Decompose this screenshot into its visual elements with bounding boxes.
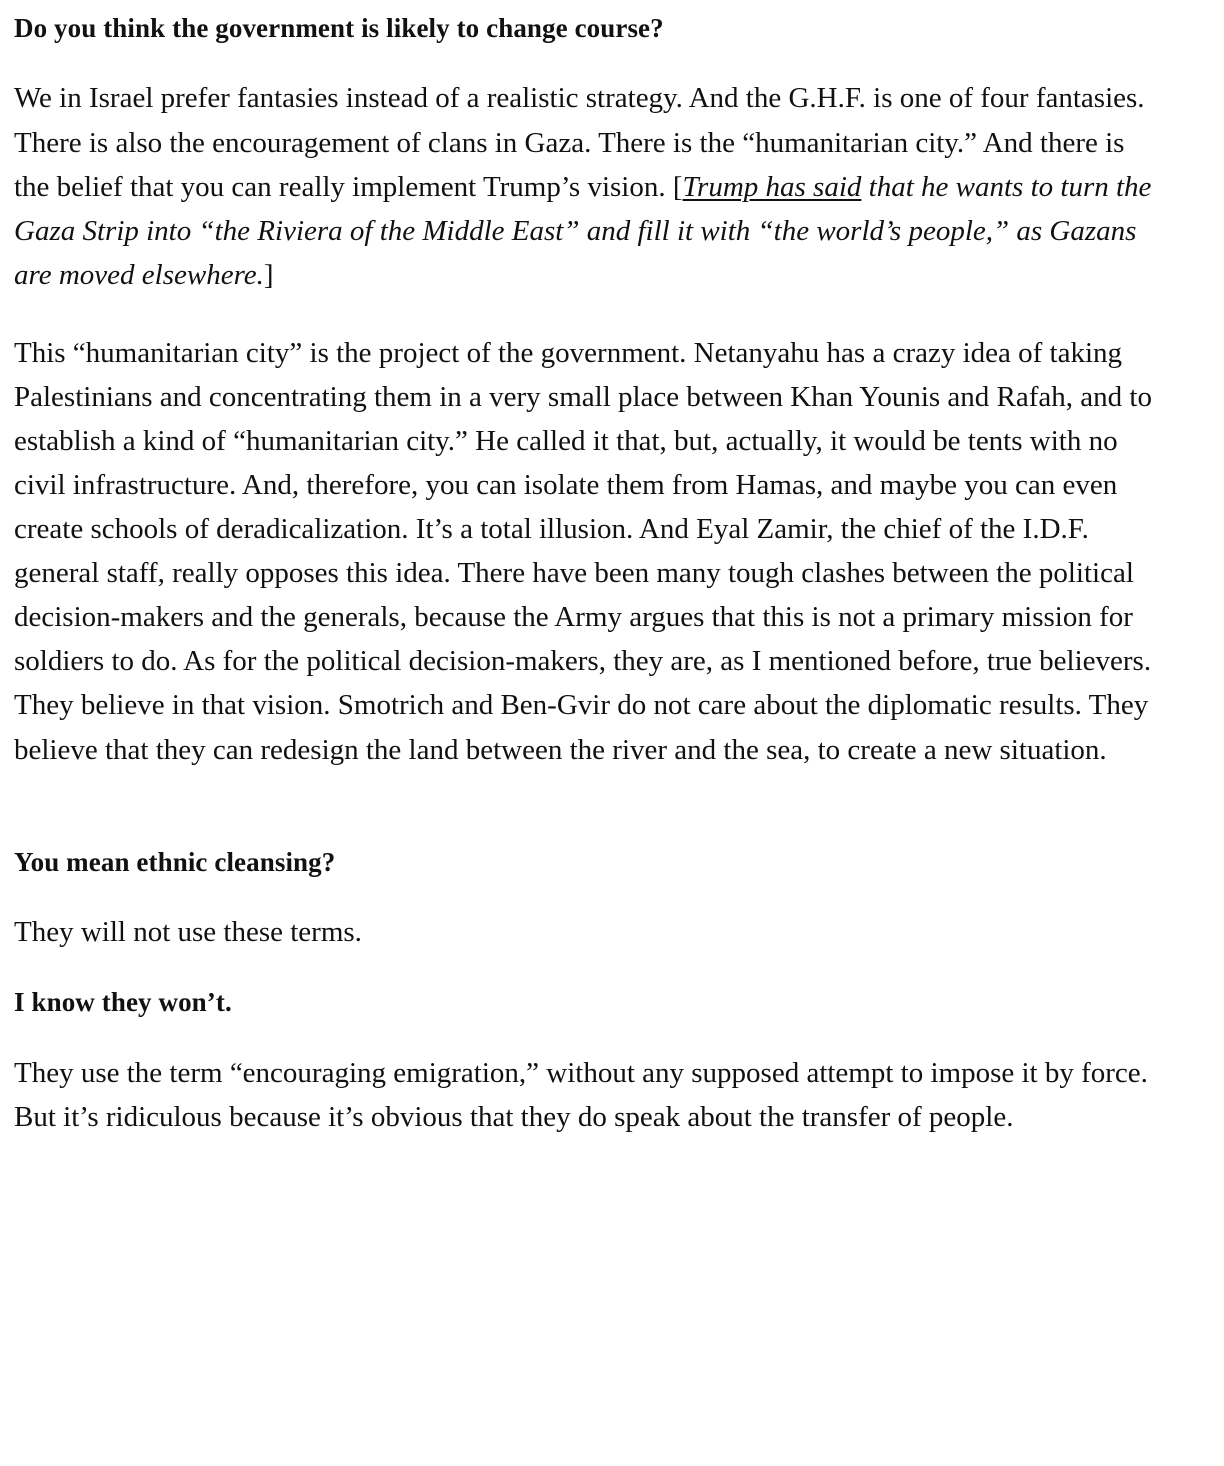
interview-answer-3: They will not use these terms. [14, 916, 362, 949]
interview-question-3: I know they won’t. [14, 987, 232, 1018]
interview-question-2: You mean ethnic cleansing? [14, 846, 336, 877]
interview-question-1: Do you think the government is likely to change course? [14, 13, 664, 43]
bracket-close: ] [263, 258, 274, 291]
editor-bracket-note: that he wants to turn the Gaza Strip into “the Riviera of the Middle East” and fill it with “the world’s people,” as Gazans are moved elsewhere. [14, 170, 1152, 291]
trump-has-said-link[interactable]: Trump has said [682, 170, 862, 203]
interview-answer-2: This “humanitarian city” is the project of the government. Netanyahu has a crazy idea of taking Palestinians and concentrating them in a very small place between Khan Younis and Rafah, and to establish a kind of “humanitarian city.” He called it that, but, actually, it would be tents with no civil infrastructure. And, therefore, you can isolate them from Hamas, and maybe you can even create schools of deradicalization. It’s a total illusion. And Eyal Zamir, the chief of the I.D.F. general staff, really opposes this idea. There have been many tough clashes between the political decision-makers and the generals, because the Army argues that this is not a primary mission for soldiers to do. As for the political decision-makers, they are, as I mentioned before, true believers. They believe in that vision. Smotrich and Ben-Gvir do not care about the diplomatic results. They believe that they can redesign the land between the river and the sea, to create a new situation. [14, 336, 1152, 766]
answer-lead-text: We in Israel prefer fantasies instead of a realistic strategy. And the G.H.F. is one of four fantasies. There is also the encouragement of clans in Gaza. There is the “humanitarian city.” And there is the belief that you can really implement Trump’s vision. [ [14, 82, 1145, 203]
interview-answer-1 [14, 76, 1164, 296]
interview-answer-4: They use the term “encouraging emigration,” without any supposed attempt to impose it by force. But it’s ridiculous because it’s obvious that they do speak about the transfer of people. [14, 1056, 1148, 1133]
